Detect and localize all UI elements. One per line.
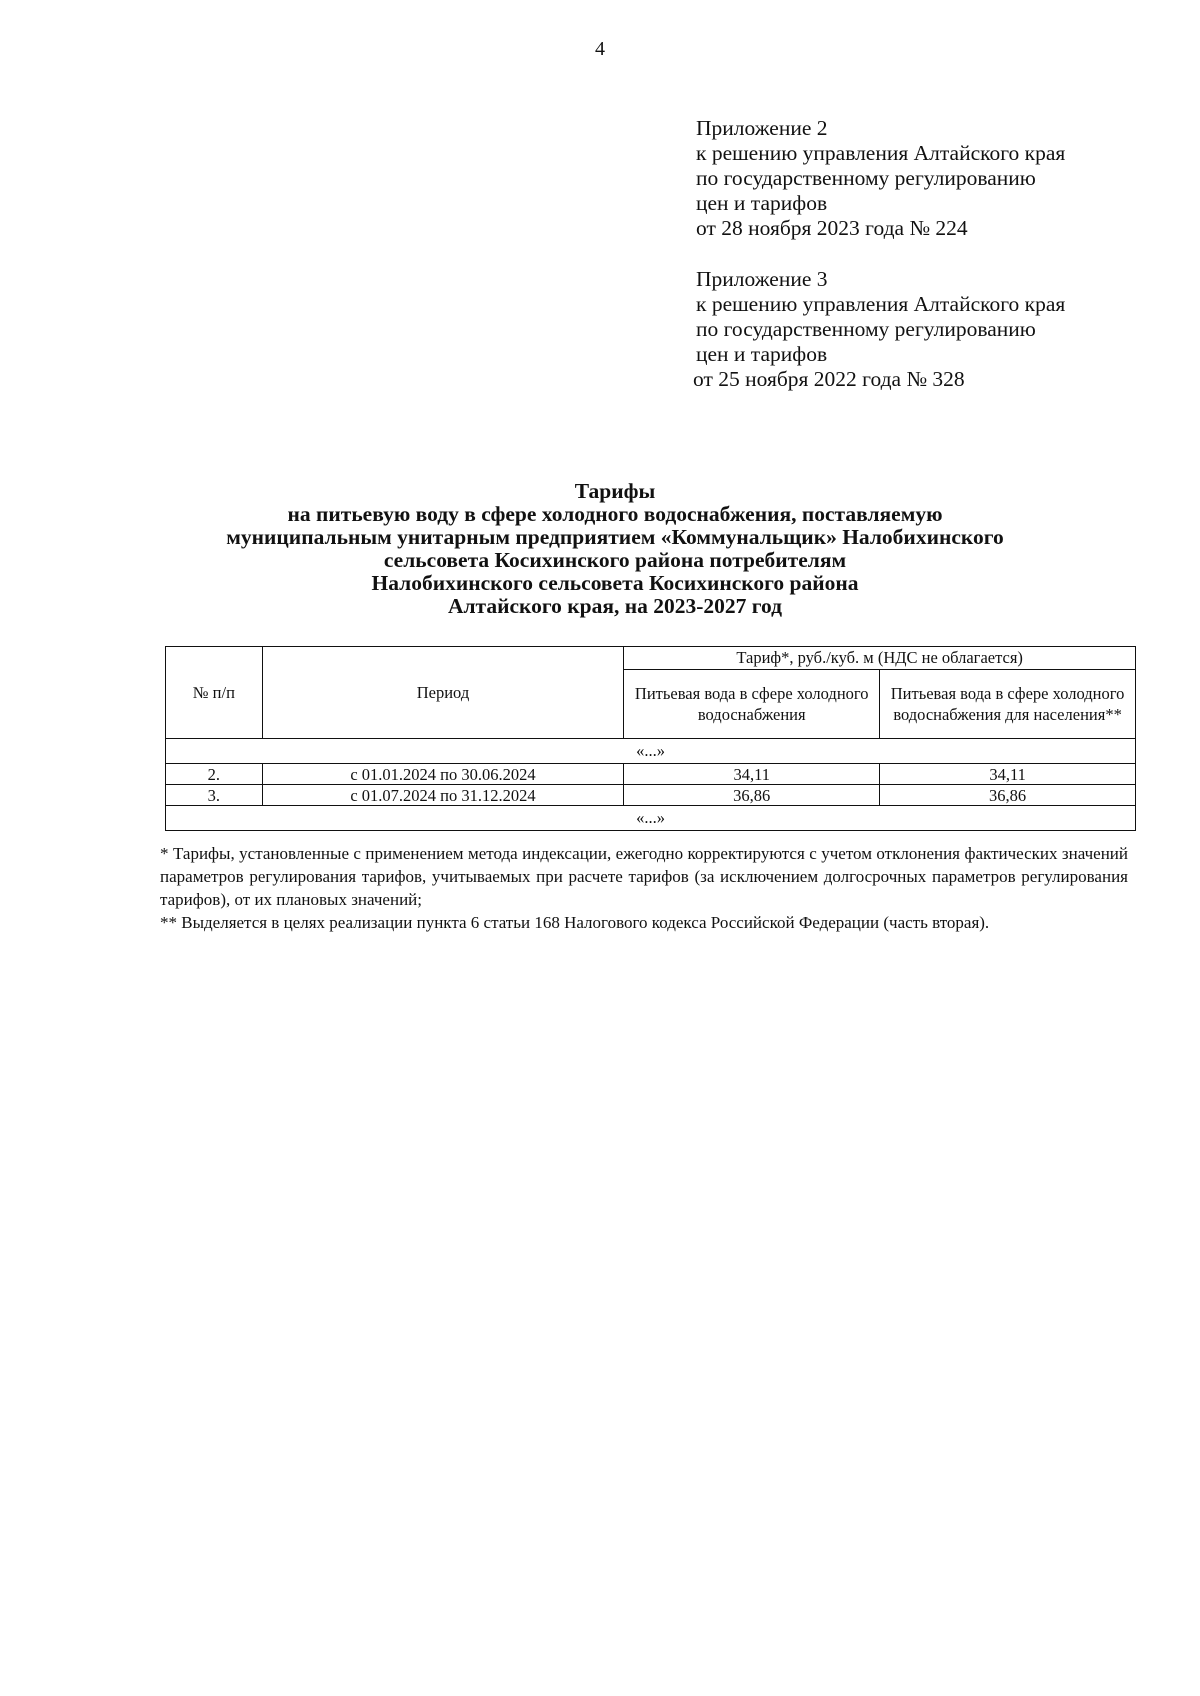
title-line: Тарифы: [574, 479, 656, 503]
appendix-3-line: Приложение 3: [696, 267, 828, 291]
appendix-3-line: к решению управления Алтайского края: [696, 292, 1066, 316]
appendix-2-date: от 28 ноября 2023 года № 224: [696, 216, 968, 240]
title-line: Алтайского края, на 2023-2027 год: [447, 594, 783, 618]
footnotes: [160, 842, 1128, 934]
title-line: Налобихинского сельсовета Косихинского района: [371, 571, 859, 595]
tariff-table: [165, 646, 1136, 831]
footnote-1: * Тарифы, установленные с применением метода индексации, ежегодно корректируются с учетом отклонения фактических значений параметров регулирования тарифов, учитываемых при расчете тарифов (за исключением долгосрочных параметров регулирования тарифов), от их плановых значений;: [160, 844, 1128, 909]
header-number: № п/п: [166, 647, 263, 739]
cell-water: 34,11: [624, 764, 880, 785]
header-water: Питьевая вода в сфере холодного водоснабжения: [624, 670, 880, 739]
table-row: [166, 785, 1136, 806]
cell-number: 3.: [166, 785, 263, 806]
appendix-2-line: по государственному регулированию: [696, 166, 1036, 190]
header-period: Период: [262, 647, 624, 739]
document-title: [140, 480, 1090, 618]
appendix-3-line: цен и тарифов: [696, 342, 828, 366]
cell-population: 36,86: [880, 785, 1136, 806]
cell-number: 2.: [166, 764, 263, 785]
appendix-3-line: по государственному регулированию: [696, 317, 1036, 341]
cell-period: с 01.07.2024 по 31.12.2024: [262, 785, 624, 806]
footnote-2: ** Выделяется в целях реализации пункта 6 статьи 168 Налогового кодекса Российской Федерации (часть вторая).: [160, 913, 990, 932]
cell-period: с 01.01.2024 по 30.06.2024: [262, 764, 624, 785]
cell-water: 36,86: [624, 785, 880, 806]
appendix-2-line: Приложение 2: [696, 116, 828, 140]
appendix-2-line: цен и тарифов: [696, 191, 828, 215]
table-row: [166, 764, 1136, 785]
cell-population: 34,11: [880, 764, 1136, 785]
page-number: 4: [595, 38, 605, 60]
appendix-3-header: [693, 267, 1176, 392]
title-line: сельсовета Косихинского района потребителям: [383, 548, 847, 572]
ellipsis-cell: «...»: [166, 806, 1136, 831]
appendix-3-date: от 25 ноября 2022 года № 328: [693, 367, 965, 391]
title-line: муниципальным унитарным предприятием «Коммунальщик» Налобихинского: [226, 525, 1004, 549]
header-tariff-group: Тариф*, руб./куб. м (НДС не облагается): [624, 647, 1136, 670]
table-row-ellipsis: [166, 806, 1136, 831]
appendix-2-header: [696, 116, 1176, 241]
table-header-row: [166, 647, 1136, 670]
appendix-2-line: к решению управления Алтайского края: [696, 141, 1066, 165]
header-water-population: Питьевая вода в сфере холодного водоснабжения для населения**: [880, 670, 1136, 739]
title-line: на питьевую воду в сфере холодного водоснабжения, поставляемую: [287, 502, 943, 526]
table-row-ellipsis: [166, 739, 1136, 764]
ellipsis-cell: «...»: [166, 739, 1136, 764]
